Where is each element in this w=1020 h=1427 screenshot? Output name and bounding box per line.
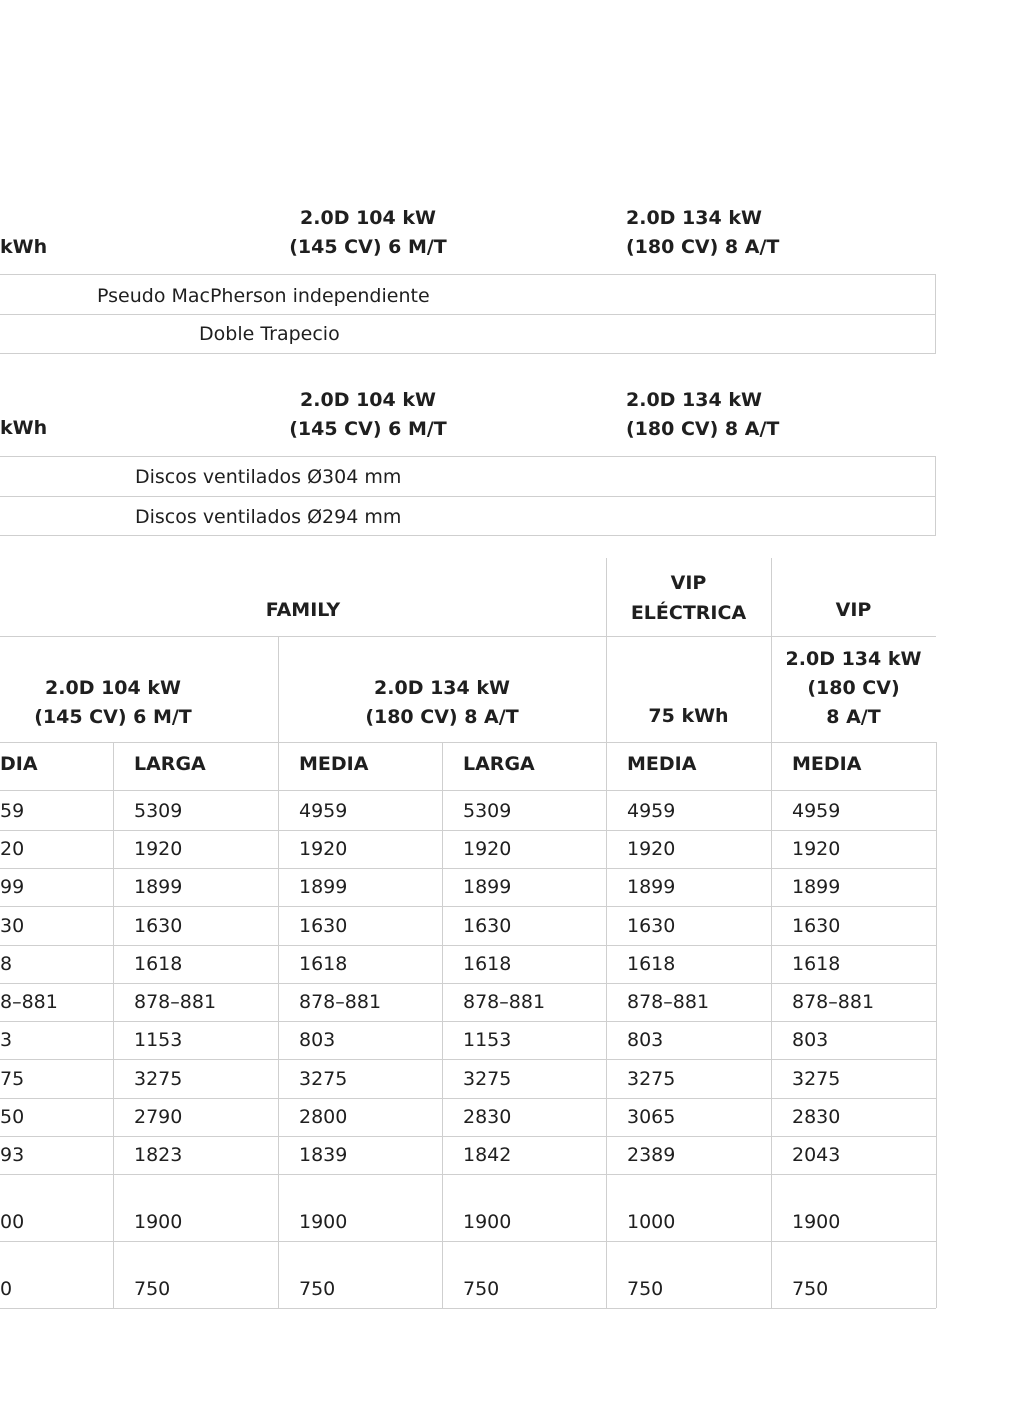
group-vip: VIP (835, 599, 872, 621)
row-divider (0, 830, 936, 831)
table-cell: 1842 (463, 1144, 512, 1166)
table-cell: 1920 (134, 838, 183, 860)
table-cell: 20 (0, 838, 25, 860)
table-cell: 1920 (463, 838, 512, 860)
table-cell: 1630 (134, 915, 183, 937)
header-line: 2.0D 134 kW (785, 648, 922, 670)
table-cell: 1899 (627, 876, 676, 898)
table-cell: 30 (0, 915, 25, 937)
table-cell: 1630 (627, 915, 676, 937)
suspension-header-134kw (626, 204, 779, 262)
table-cell: 5309 (134, 800, 183, 822)
table-cell: 1900 (463, 1211, 512, 1233)
column-divider (606, 558, 607, 742)
table-cell: 99 (0, 876, 25, 898)
front-suspension-value: Pseudo MacPherson independiente (97, 285, 430, 307)
table-cell: 2790 (134, 1106, 183, 1128)
row-divider (0, 1308, 936, 1309)
header-line: (180 CV) (807, 677, 900, 699)
row-divider (0, 636, 936, 637)
table-cell: 1899 (134, 876, 183, 898)
header-line: 2.0D 134 kW (374, 677, 510, 699)
header-line: (180 CV) 8 A/T (365, 706, 519, 728)
table-cell: 750 (299, 1278, 336, 1300)
table-cell: 803 (792, 1029, 829, 1051)
row-divider (0, 868, 936, 869)
header-line: (145 CV) 6 M/T (34, 706, 192, 728)
table-cell: 878–881 (792, 991, 875, 1013)
table-cell: 5309 (463, 800, 512, 822)
engine-75kwh-label (606, 702, 771, 731)
row-divider (0, 1241, 936, 1242)
header-line: (145 CV) 6 M/T (289, 418, 447, 440)
table-cell: 75 (0, 1068, 25, 1090)
table-cell: 878–881 (463, 991, 546, 1013)
suspension-header-104kw (278, 204, 458, 262)
header-line: (180 CV) 8 A/T (626, 236, 780, 258)
table-cell: 1618 (463, 953, 512, 975)
engine-134kw (278, 674, 606, 732)
table-cell: 4959 (299, 800, 348, 822)
brakes-header-ev (0, 414, 47, 443)
row-divider (0, 790, 936, 791)
header-line: 2.0D 134 kW (626, 389, 762, 411)
table-cell: 3 (0, 1029, 13, 1051)
column-divider (771, 742, 772, 1308)
engine-104kw (0, 674, 226, 732)
header-line: 8 A/T (826, 706, 881, 728)
table-cell: 878–881 (299, 991, 382, 1013)
row-divider (0, 945, 936, 946)
column-divider (113, 742, 114, 1308)
column-divider (771, 558, 772, 742)
table-cell: 3275 (134, 1068, 183, 1090)
table-cell: 878–881 (134, 991, 217, 1013)
table-cell: 750 (463, 1278, 500, 1300)
table-cell: 00 (0, 1211, 25, 1233)
column-divider (606, 742, 607, 1308)
group-family: FAMILY (265, 599, 341, 621)
table-cell: 4959 (792, 800, 841, 822)
table-cell: 1618 (627, 953, 676, 975)
header-line: 2.0D 104 kW (300, 389, 436, 411)
length-label: MEDIA (627, 753, 697, 775)
header-line: VIP (670, 572, 707, 594)
table-cell: 3275 (299, 1068, 348, 1090)
header-line: (145 CV) 6 M/T (289, 236, 447, 258)
table-cell: 1900 (134, 1211, 183, 1233)
table-cell: 50 (0, 1106, 25, 1128)
header-line: kWh (0, 236, 48, 258)
group-vip-electrica (606, 568, 771, 628)
table-cell: 1839 (299, 1144, 348, 1166)
table-cell: 1899 (792, 876, 841, 898)
length-label: MEDIA (792, 753, 862, 775)
table-cell: 3275 (792, 1068, 841, 1090)
column-divider (278, 636, 279, 742)
table-cell: 1618 (299, 953, 348, 975)
row-divider (0, 1059, 936, 1060)
table-cell: 1899 (299, 876, 348, 898)
table-cell: 8–881 (0, 991, 58, 1013)
table-cell: 1920 (299, 838, 348, 860)
table-cell: 1630 (299, 915, 348, 937)
header-line: kWh (0, 417, 48, 439)
table-cell: 1153 (134, 1029, 183, 1051)
table-cell: 59 (0, 800, 25, 822)
table-cell: 0 (0, 1278, 13, 1300)
column-divider (936, 742, 937, 1308)
group-vip-electrica-label (606, 568, 771, 628)
brakes-header-134kw (626, 386, 779, 444)
header-line: 2.0D 104 kW (45, 677, 181, 699)
length-label: LARGA (463, 753, 535, 775)
table-cell: 3275 (463, 1068, 512, 1090)
table-cell: 2830 (463, 1106, 512, 1128)
engine-134kw-label (278, 674, 606, 732)
table-cell: 2830 (792, 1106, 841, 1128)
table-cell: 1153 (463, 1029, 512, 1051)
column-divider (442, 742, 443, 1308)
table-cell: 1630 (792, 915, 841, 937)
row-divider (0, 906, 936, 907)
engine-vip-134kw-label (771, 645, 936, 732)
table-cell: 1823 (134, 1144, 183, 1166)
table-cell: 1630 (463, 915, 512, 937)
row-divider (0, 1174, 936, 1175)
suspension-header-ev (0, 233, 47, 262)
row-divider (0, 1021, 936, 1022)
table-cell: 4959 (627, 800, 676, 822)
brakes-header-104kw (278, 386, 458, 444)
row-divider (0, 314, 936, 315)
row-divider (0, 1098, 936, 1099)
table-cell: 93 (0, 1144, 25, 1166)
length-label: MEDIA (299, 753, 369, 775)
table-cell: 3275 (627, 1068, 676, 1090)
table-cell: 1000 (627, 1211, 676, 1233)
table-cell: 1618 (134, 953, 183, 975)
engine-vip-134kw (771, 645, 936, 732)
header-line: 75 kWh (648, 705, 729, 727)
engine-75kwh (606, 702, 771, 731)
table-cell: 2800 (299, 1106, 348, 1128)
table-cell: 803 (299, 1029, 336, 1051)
header-line: 2.0D 104 kW (300, 207, 436, 229)
row-divider (0, 1136, 936, 1137)
row-divider (0, 983, 936, 984)
header-line: (180 CV) 8 A/T (626, 418, 780, 440)
front-brakes-value: Discos ventilados Ø304 mm (135, 466, 402, 488)
header-line: ELÉCTRICA (630, 602, 747, 624)
table-cell: 1899 (463, 876, 512, 898)
rear-brakes-value: Discos ventilados Ø294 mm (135, 506, 402, 528)
table-cell: 2389 (627, 1144, 676, 1166)
table-cell: 1900 (792, 1211, 841, 1233)
table-cell: 8 (0, 953, 13, 975)
length-label: LARGA (134, 753, 206, 775)
table-cell: 2043 (792, 1144, 841, 1166)
row-divider (0, 496, 936, 497)
header-line: 2.0D 134 kW (626, 207, 762, 229)
rear-suspension-value: Doble Trapecio (199, 323, 340, 345)
table-cell: 750 (134, 1278, 171, 1300)
engine-104kw-label (0, 674, 226, 732)
table-cell: 803 (627, 1029, 664, 1051)
table-cell: 750 (792, 1278, 829, 1300)
table-cell: 1920 (627, 838, 676, 860)
row-divider (0, 742, 936, 743)
table-cell: 3065 (627, 1106, 676, 1128)
table-cell: 1618 (792, 953, 841, 975)
table-cell: 1900 (299, 1211, 348, 1233)
table-cell: 750 (627, 1278, 664, 1300)
column-divider (278, 742, 279, 1308)
table-cell: 1920 (792, 838, 841, 860)
table-cell: 878–881 (627, 991, 710, 1013)
length-label: DIA (0, 753, 38, 775)
